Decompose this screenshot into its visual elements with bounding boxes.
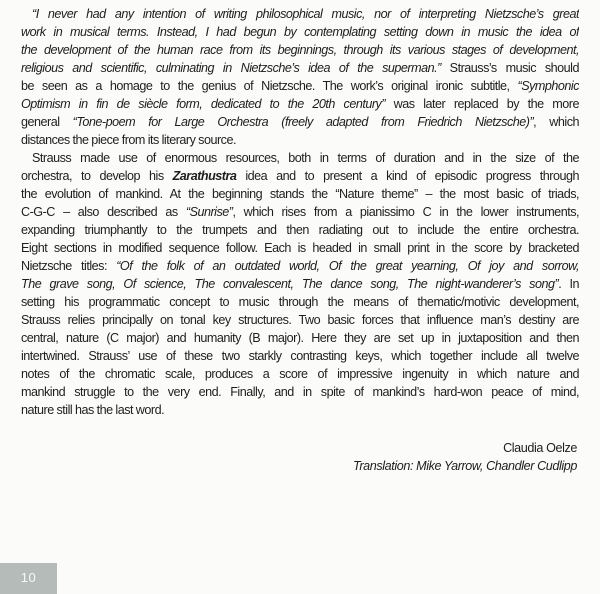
- text-segment: Zarathustra: [172, 169, 237, 183]
- text-line: [21, 167, 579, 185]
- liner-notes-text: [21, 5, 579, 419]
- text-line: [21, 383, 579, 401]
- text-line: [21, 41, 579, 59]
- text-line: [21, 131, 579, 149]
- text-line: [21, 113, 579, 131]
- text-line: [21, 77, 579, 95]
- text-segment: Strauss’s music should: [449, 61, 579, 75]
- text-line: [21, 5, 579, 23]
- text-segment: “Tone-poem for Large Orchestra (freely adapted from Friedrich Nietzsche)”: [72, 115, 534, 129]
- text-segment: , which rises from a pianissimo C in the lower instruments,: [232, 205, 579, 219]
- text-segment: central, nature (C major) and humanity (B major). Here they are set up in juxtaposition and then: [21, 331, 579, 345]
- text-line: [21, 239, 579, 257]
- text-segment: , which: [533, 115, 579, 129]
- text-segment: religious and scientific, culminating in Nietzsche’s idea of the superman.”: [21, 61, 450, 75]
- text-line: [21, 311, 579, 329]
- text-segment: orchestra, to develop his: [21, 169, 173, 183]
- text-line: [21, 329, 579, 347]
- text-segment: work in musical terms. Instead, I had begun by contemplating setting down in music the idea of: [21, 25, 579, 39]
- paragraph: [21, 149, 579, 419]
- text-segment: “Symphonic: [517, 79, 579, 93]
- text-segment: the evolution of mankind. At the beginning stands the “Nature theme” – the most basic of triads,: [21, 187, 579, 201]
- text-segment: Strauss relies principally on tonal key structures. Two basic forces that influence man’s destiny are: [21, 313, 579, 327]
- text-segment: distances the piece from its literary source.: [21, 133, 236, 147]
- author-credit: Claudia Oelze: [503, 441, 577, 455]
- text-line: [21, 203, 579, 221]
- text-line: [21, 185, 579, 203]
- page-number: 10: [20, 569, 37, 585]
- text-segment: Strauss made use of enormous resources, both in terms of duration and in the size of the: [32, 151, 579, 165]
- page-number-box: [0, 563, 57, 594]
- text-line: [21, 257, 579, 275]
- text-line: [21, 95, 579, 113]
- text-segment: Nietzsche titles:: [21, 259, 117, 273]
- text-line: [21, 221, 579, 239]
- text-segment: the development of the human race from its beginnings, through its various stages of development,: [21, 43, 579, 57]
- text-segment: mankind struggle to the very end. Finally, and in spite of mankind’s hard-won peace of mind,: [21, 385, 579, 399]
- text-line: [21, 293, 579, 311]
- text-segment: The grave song, Of science, The convalescent, The dance song, The night-wanderer’s song”: [21, 277, 559, 291]
- text-segment: . In: [558, 277, 579, 291]
- text-line: [21, 275, 579, 293]
- text-segment: Eight sections in modified sequence follow. Each is headed in small print in the score by bracketed: [21, 241, 579, 255]
- text-segment: “I never had any intention of writing philosophical music, nor of interpreting Nietzsche’s great: [32, 7, 579, 21]
- text-line: [21, 23, 579, 41]
- text-line: [21, 149, 579, 167]
- text-segment: notes of the chromatic scale, produces a score of impressive ingenuity in which nature and: [21, 367, 579, 381]
- paragraph: [21, 5, 579, 149]
- text-line: [21, 365, 579, 383]
- text-line: [21, 59, 579, 77]
- text-segment: general: [21, 115, 73, 129]
- text-segment: was later replaced by the more: [393, 97, 579, 111]
- text-segment: “Of the folk of an outdated world, Of the great yearning, Of joy and sorrow,: [116, 259, 579, 273]
- text-segment: setting his programmatic concept to music through the means of thematic/motivic development,: [21, 295, 579, 309]
- translation-credit: Translation: Mike Yarrow, Chandler Cudlipp: [353, 459, 577, 473]
- text-segment: idea and to present a kind of episodic progress through: [236, 169, 579, 183]
- text-segment: nature still has the last word.: [21, 403, 165, 417]
- credits: [353, 439, 577, 475]
- text-line: [21, 347, 579, 365]
- text-segment: intertwined. Strauss’ use of these two starkly contrasting keys, which together include all twelve: [21, 349, 579, 363]
- text-segment: expanding triumphantly to the trumpets and then radiating out to include the entire orchestra.: [21, 223, 579, 237]
- text-segment: “Sunrise”: [185, 205, 233, 219]
- text-segment: C-G-C – also described as: [21, 205, 186, 219]
- text-segment: be seen as a homage to the genius of Nietzsche. The work’s original ironic subtitle,: [21, 79, 518, 93]
- text-segment: Optimism in fin de siècle form, dedicated to the 20th century”: [21, 97, 394, 111]
- text-line: [21, 401, 579, 419]
